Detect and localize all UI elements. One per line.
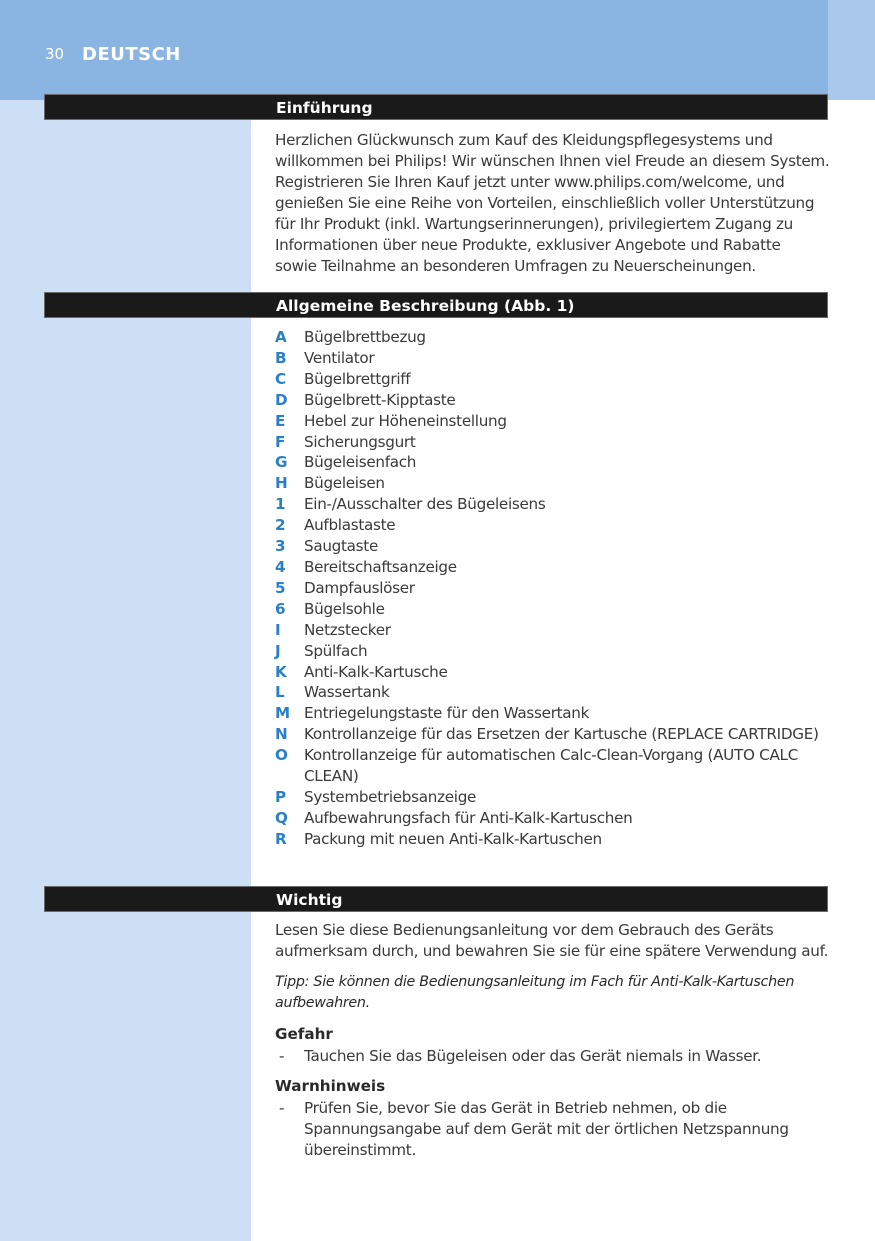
list-item: [275, 494, 835, 515]
list-item: [275, 411, 835, 432]
intro-line: für Ihr Produkt (inkl. Wartungserinnerungen), privilegiertem Zugang zu: [275, 215, 793, 233]
intro-line: willkommen bei Philips! Wir wünschen Ihnen viel Freude an diesem System.: [275, 152, 830, 170]
part-label: Bügeleisen: [304, 474, 385, 493]
part-key: M: [275, 704, 290, 723]
list-item: [275, 432, 835, 453]
part-label: Saugtaste: [304, 537, 378, 556]
part-label: Kontrollanzeige für automatischen Calc-Clean-Vorgang (AUTO CALC CLEAN): [304, 746, 799, 786]
part-label: Aufbewahrungsfach für Anti-Kalk-Kartuschen: [304, 808, 633, 827]
part-label: Bügelsohle: [304, 599, 385, 618]
list-item: [275, 390, 835, 411]
section-bar-intro: [44, 94, 828, 120]
list-item: [275, 578, 835, 599]
page-number: 30: [45, 45, 65, 63]
warning-bullet: [275, 1098, 835, 1161]
part-key: 5: [275, 578, 286, 597]
part-key: A: [275, 328, 287, 346]
part-label: Bügelbrett-Kipptaste: [304, 390, 456, 409]
part-label: Bereitschaftsanzeige: [304, 557, 457, 576]
intro-line: genießen Sie eine Reihe von Vorteilen, einschließlich voller Unterstützung: [275, 194, 815, 212]
list-item: [275, 327, 835, 348]
list-item: [275, 641, 835, 662]
part-label: Dampfauslöser: [304, 578, 415, 597]
intro-line: Registrieren Sie Ihren Kauf jetzt unter www.philips.com/welcome, und: [275, 173, 785, 191]
part-key: L: [275, 683, 285, 702]
part-key: R: [275, 829, 287, 848]
important-line: Lesen Sie diese Bedienungsanleitung vor dem Gebrauch des Geräts: [275, 921, 774, 939]
section-title-important: Wichtig: [276, 891, 343, 909]
important-line: aufmerksam durch, und bewahren Sie sie für eine spätere Verwendung auf.: [275, 942, 829, 960]
warning-line: Prüfen Sie, bevor Sie das Gerät in Betrieb nehmen, ob die: [304, 1099, 727, 1117]
danger-heading: Gefahr: [275, 1025, 333, 1043]
list-item: [275, 724, 835, 745]
intro-line: sowie Teilnahme an besonderen Umfragen zu Neuerscheinungen.: [275, 257, 756, 275]
part-key: C: [275, 369, 286, 388]
warning-heading: Warnhinweis: [275, 1077, 386, 1095]
part-label: Bügeleisenfach: [304, 453, 417, 472]
part-key: O: [275, 746, 288, 765]
parts-list: [275, 327, 835, 850]
list-item: [275, 662, 835, 683]
warning-line: übereinstimmt.: [304, 1141, 416, 1159]
part-label: Ventilator: [304, 348, 375, 367]
list-item: [275, 808, 835, 829]
list-item: [275, 473, 835, 494]
part-label: Anti-Kalk-Kartusche: [304, 662, 448, 681]
part-label: Ein-/Ausschalter des Bügeleisens: [304, 495, 546, 514]
danger-line: Tauchen Sie das Bügeleisen oder das Gerät niemals in Wasser.: [304, 1047, 762, 1065]
section-title-intro: Einführung: [276, 99, 373, 117]
part-key: N: [275, 725, 288, 744]
danger-bullet: [275, 1046, 835, 1067]
warning-line: Spannungsangabe auf dem Gerät mit der örtlichen Netzspannung: [304, 1120, 789, 1138]
part-label: Netzstecker: [304, 620, 391, 639]
intro-line: Informationen über neue Produkte, exklusiver Angebote und Rabatte: [275, 236, 781, 254]
list-item: [275, 557, 835, 578]
section-title-description: Allgemeine Beschreibung (Abb. 1): [276, 297, 575, 315]
list-item: [275, 682, 835, 703]
part-label: Bügelbrettbezug: [304, 328, 426, 346]
part-key: I: [275, 620, 281, 639]
part-key: H: [275, 474, 288, 493]
part-key: P: [275, 787, 286, 806]
bullet-dash: -: [279, 1047, 285, 1065]
list-item: [275, 369, 835, 390]
part-key: 3: [275, 537, 286, 556]
language-heading: DEUTSCH: [82, 44, 181, 65]
list-item: [275, 620, 835, 641]
left-margin-panel: [0, 100, 251, 1241]
header-band-edge: [828, 0, 875, 100]
section-bar-important: [44, 886, 828, 912]
part-key: G: [275, 453, 288, 472]
tip-line: aufbewahren.: [275, 995, 370, 1011]
part-label: Packung mit neuen Anti-Kalk-Kartuschen: [304, 829, 602, 848]
tip-note: [275, 972, 835, 1014]
part-key: K: [275, 662, 287, 681]
part-key: 2: [275, 516, 286, 535]
part-key: J: [275, 641, 281, 660]
part-key: E: [275, 411, 286, 430]
part-label: Systembetriebsanzeige: [304, 787, 477, 806]
list-item: [275, 515, 835, 536]
intro-line: Herzlichen Glückwunsch zum Kauf des Kleidungspflegesystems und: [275, 131, 773, 149]
list-item: [275, 745, 835, 787]
part-label: Bügelbrettgriff: [304, 369, 411, 388]
part-label: Kontrollanzeige für das Ersetzen der Kartusche (REPLACE CARTRIDGE): [304, 725, 819, 744]
part-label: Spülfach: [304, 641, 368, 660]
tip-line: Tipp: Sie können die Bedienungsanleitung im Fach für Anti-Kalk-Kartuschen: [275, 974, 795, 990]
list-item: [275, 452, 835, 473]
part-label: Entriegelungstaste für den Wassertank: [304, 704, 590, 723]
part-key: F: [275, 432, 286, 451]
bullet-dash: -: [279, 1099, 285, 1117]
part-key: 4: [275, 557, 286, 576]
list-item: [275, 348, 835, 369]
list-item: [275, 536, 835, 557]
list-item: [275, 829, 835, 850]
part-label: Aufblastaste: [304, 516, 396, 535]
part-label: Hebel zur Höheneinstellung: [304, 411, 507, 430]
important-paragraph: [275, 920, 835, 962]
intro-paragraph: [275, 130, 835, 277]
part-key: D: [275, 390, 288, 409]
part-key: Q: [275, 808, 288, 827]
list-item: [275, 787, 835, 808]
part-label: Sicherungsgurt: [304, 432, 416, 451]
list-item: [275, 599, 835, 620]
part-key: 6: [275, 599, 286, 618]
part-key: 1: [275, 495, 286, 514]
section-bar-description: [44, 292, 828, 318]
list-item: [275, 703, 835, 724]
part-label: Wassertank: [304, 683, 390, 702]
part-key: B: [275, 348, 287, 367]
